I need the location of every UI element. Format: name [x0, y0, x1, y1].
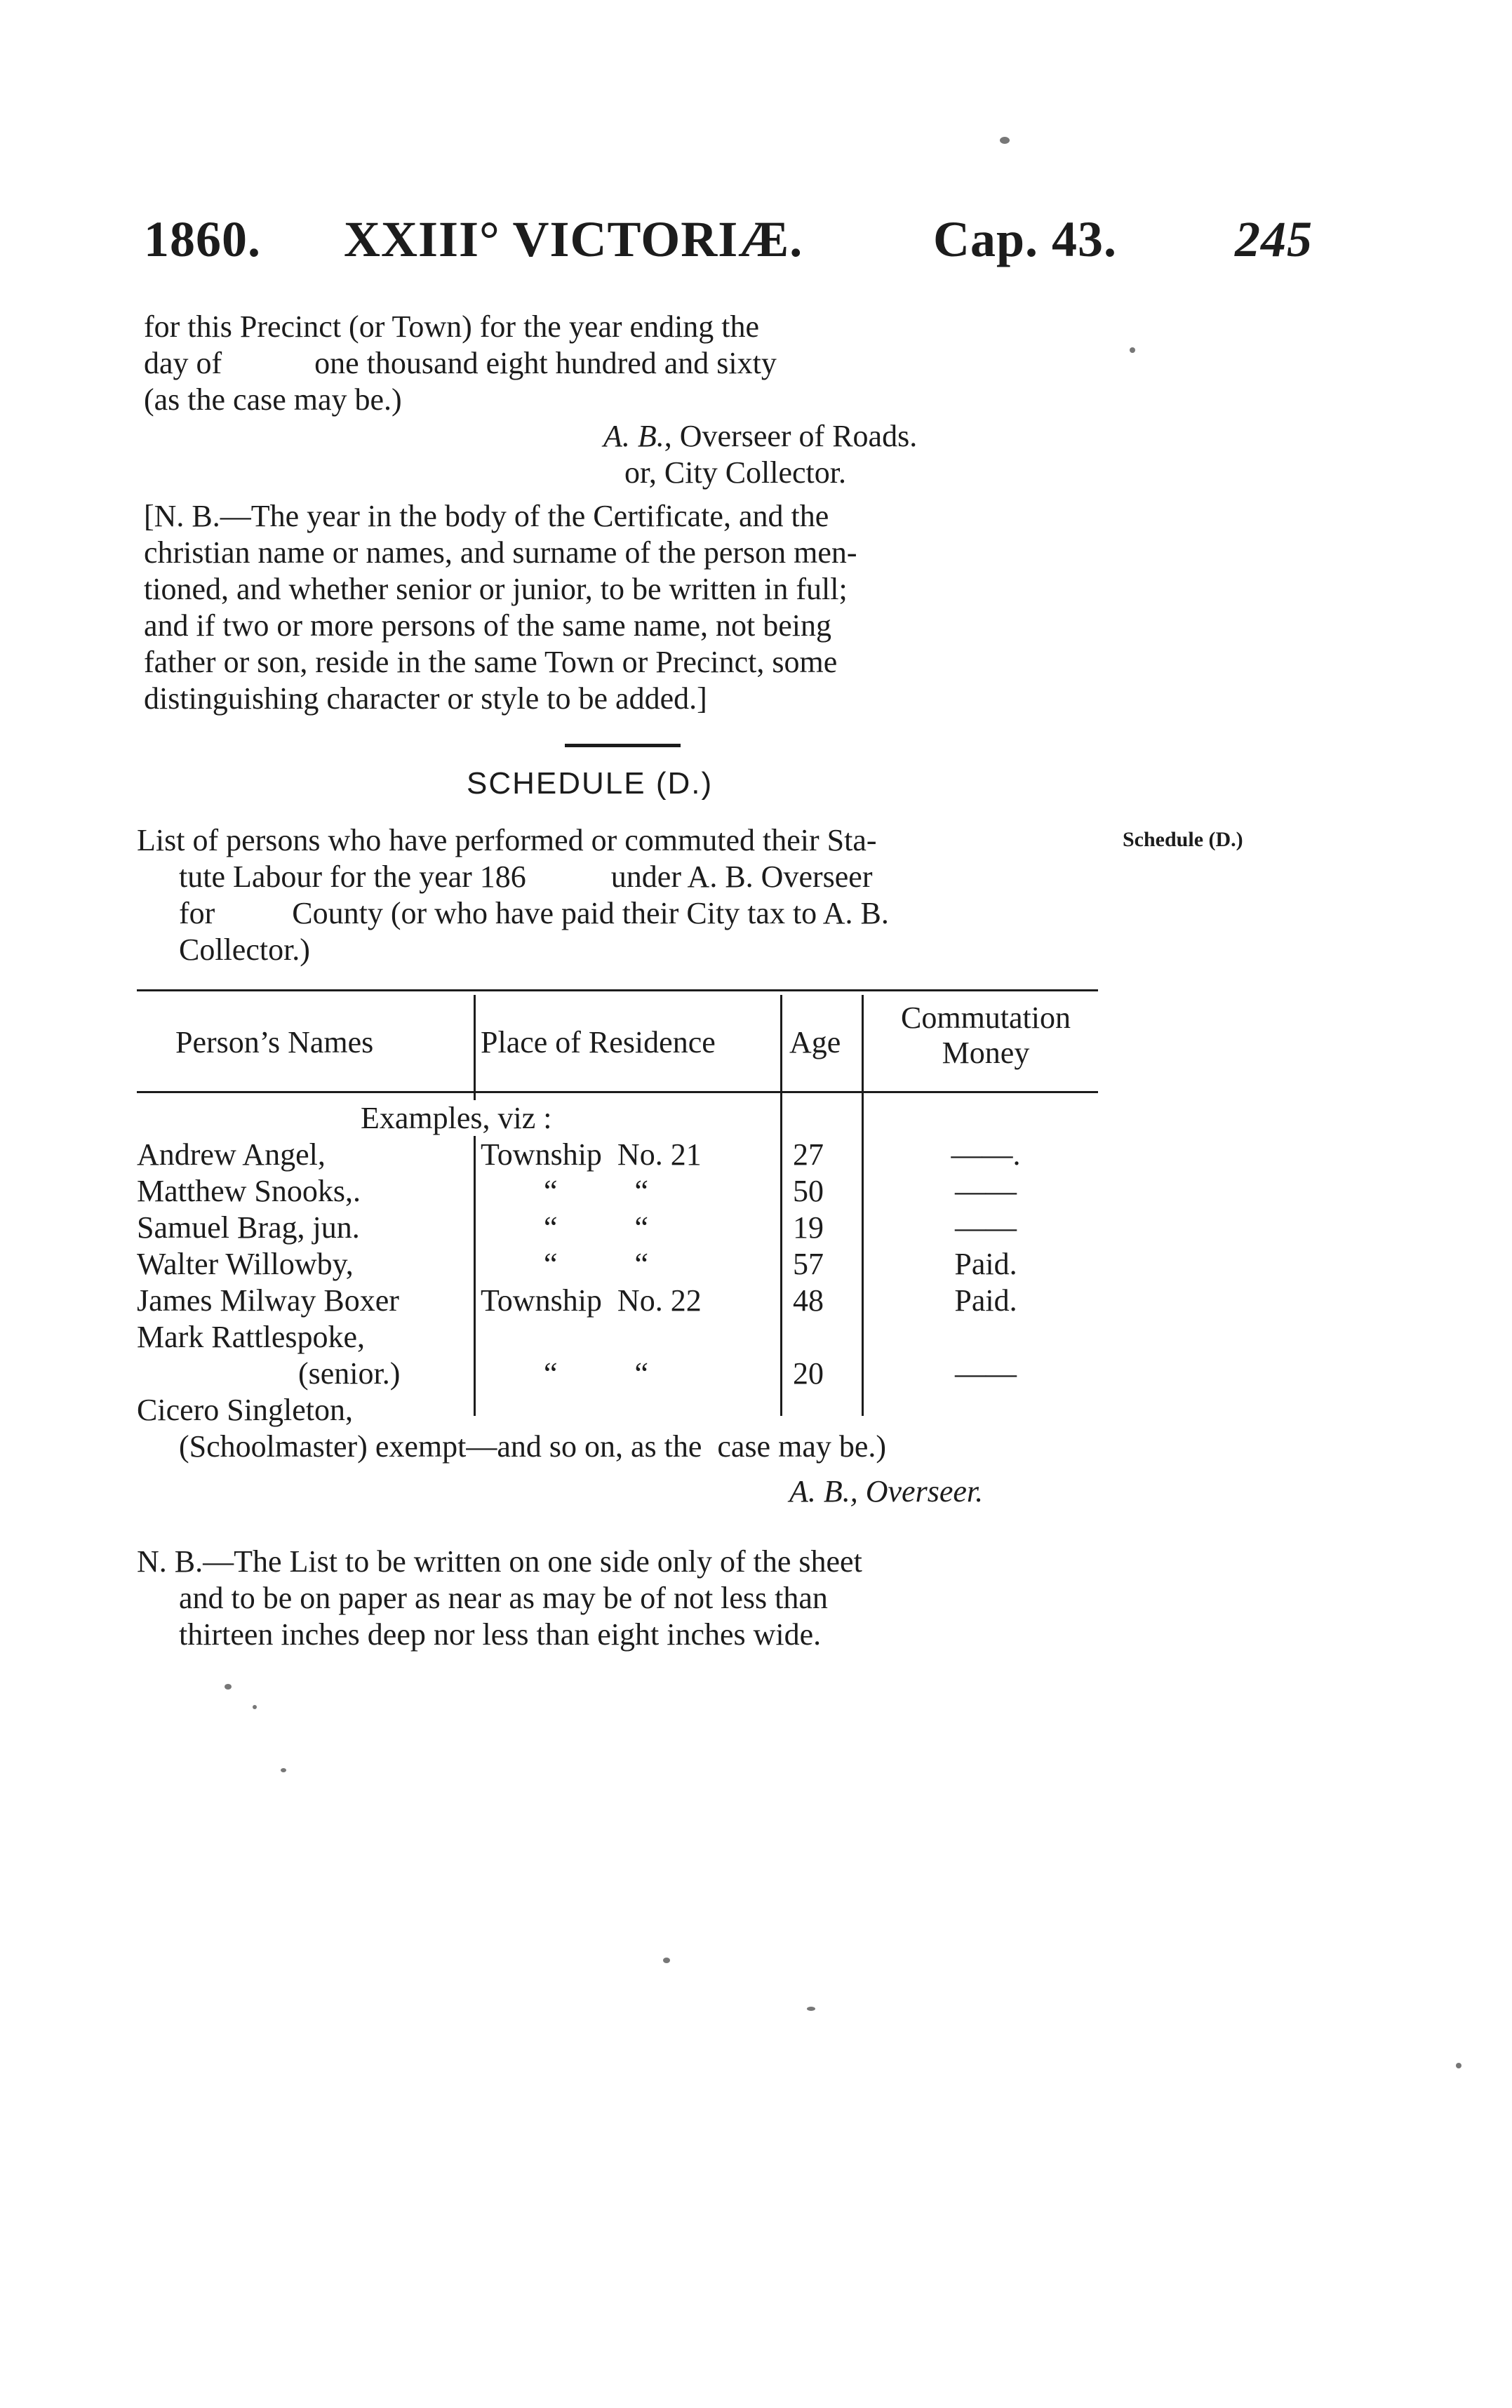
row-2-residence: “ “: [544, 1174, 649, 1208]
nb-first-line-4: and if two or more persons of the same name, not being: [144, 608, 831, 643]
column-divider-money: [862, 995, 864, 1416]
examples-label: Examples, viz :: [358, 1100, 555, 1136]
header-year: 1860.: [144, 211, 261, 267]
header-place-of-residence: Place of Residence: [481, 1025, 716, 1059]
header-title: XXIII° VICTORIÆ.: [344, 211, 803, 267]
speck: [281, 1768, 286, 1772]
table-signature: A. B., Overseer.: [789, 1474, 984, 1509]
row-7-name: (senior.): [298, 1356, 401, 1391]
speck: [1456, 2063, 1461, 2068]
header-chapter: Cap. 43.: [933, 211, 1118, 267]
speck: [225, 1684, 232, 1690]
signature-name: A. B.: [603, 419, 664, 453]
certificate-line-2: day of one thousand eight hundred and sixty: [144, 346, 777, 380]
speck: [807, 2007, 815, 2011]
header-age: Age: [789, 1025, 841, 1059]
row-1-residence: Township No. 21: [481, 1137, 702, 1172]
speck: [1130, 347, 1135, 353]
table-header-rule: [137, 1091, 1098, 1093]
schedule-intro-line-1: List of persons who have performed or commuted their Sta-: [137, 823, 877, 857]
nb-first-line-1: [N. B.—The year in the body of the Certificate, and the: [144, 499, 829, 533]
row-3-money: ——: [955, 1210, 1017, 1245]
speck: [663, 1958, 670, 1963]
header-money: Money: [942, 1036, 1030, 1070]
row-5-residence: Township No. 22: [481, 1283, 702, 1318]
row-8-name: Cicero Singleton,: [137, 1393, 353, 1427]
row-3-name: Samuel Brag, jun.: [137, 1210, 360, 1245]
row-2-money: ——: [955, 1174, 1017, 1208]
row-5-age: 48: [793, 1283, 824, 1318]
nb-second-line-3: thirteen inches deep nor less than eight inches wide.: [179, 1617, 822, 1652]
certificate-signature: [603, 418, 917, 455]
header-commutation: Commutation: [901, 1001, 1071, 1035]
header-person-names: Person’s Names: [175, 1025, 374, 1059]
row-2-age: 50: [793, 1174, 824, 1208]
row-3-age: 19: [793, 1210, 824, 1245]
certificate-signature-alt: or, City Collector.: [624, 455, 846, 490]
row-3-residence: “ “: [544, 1210, 649, 1245]
row-1-age: 27: [793, 1137, 824, 1172]
page-number: 245: [1235, 211, 1313, 267]
row-6-name: Mark Rattlespoke,: [137, 1320, 366, 1354]
column-divider-residence: [474, 995, 476, 1416]
row-7-money: ——: [955, 1356, 1017, 1391]
certificate-line-3: (as the case may be.): [144, 382, 402, 417]
nb-second-line-1: N. B.—The List to be written on one side only of the sheet: [137, 1544, 862, 1579]
schedule-intro-line-4: Collector.): [179, 932, 310, 967]
row-1-money: ——.: [951, 1137, 1021, 1172]
row-4-age: 57: [793, 1247, 824, 1281]
schedule-intro-line-2: tute Labour for the year 186 under A. B. Overseer: [179, 859, 873, 894]
row-4-name: Walter Willowby,: [137, 1247, 354, 1281]
column-divider-age: [780, 995, 782, 1416]
schedule-title: SCHEDULE (D.): [467, 766, 714, 801]
table-top-rule: [137, 989, 1098, 991]
nb-first-line-5: father or son, reside in the same Town or Precinct, some: [144, 645, 838, 679]
nb-first-line-2: christian name or names, and surname of the person men-: [144, 535, 857, 570]
row-5-money: Paid.: [954, 1283, 1017, 1318]
row-5-name: James Milway Boxer: [137, 1283, 399, 1318]
row-7-age: 20: [793, 1356, 824, 1391]
certificate-line-1: for this Precinct (or Town) for the year ending the: [144, 309, 760, 344]
row-4-residence: “ “: [544, 1247, 649, 1281]
speck: [1000, 137, 1010, 144]
signature-role: , Overseer of Roads.: [664, 419, 918, 453]
speck: [253, 1705, 257, 1709]
nb-first-line-3: tioned, and whether senior or junior, to be written in full;: [144, 572, 848, 606]
row-7-residence: “ “: [544, 1356, 649, 1391]
table-closing-line: (Schoolmaster) exempt—and so on, as the case may be.): [179, 1429, 887, 1464]
row-2-name: Matthew Snooks,.: [137, 1174, 361, 1208]
row-4-money: Paid.: [954, 1247, 1017, 1281]
schedule-intro-line-3: for County (or who have paid their City tax to A. B.: [179, 896, 889, 930]
nb-second-line-2: and to be on paper as near as may be of not less than: [179, 1581, 828, 1615]
nb-first-line-6: distinguishing character or style to be added.]: [144, 681, 707, 716]
row-1-name: Andrew Angel,: [137, 1137, 326, 1172]
margin-note: Schedule (D.): [1123, 828, 1243, 851]
separator-rule: [565, 744, 681, 747]
